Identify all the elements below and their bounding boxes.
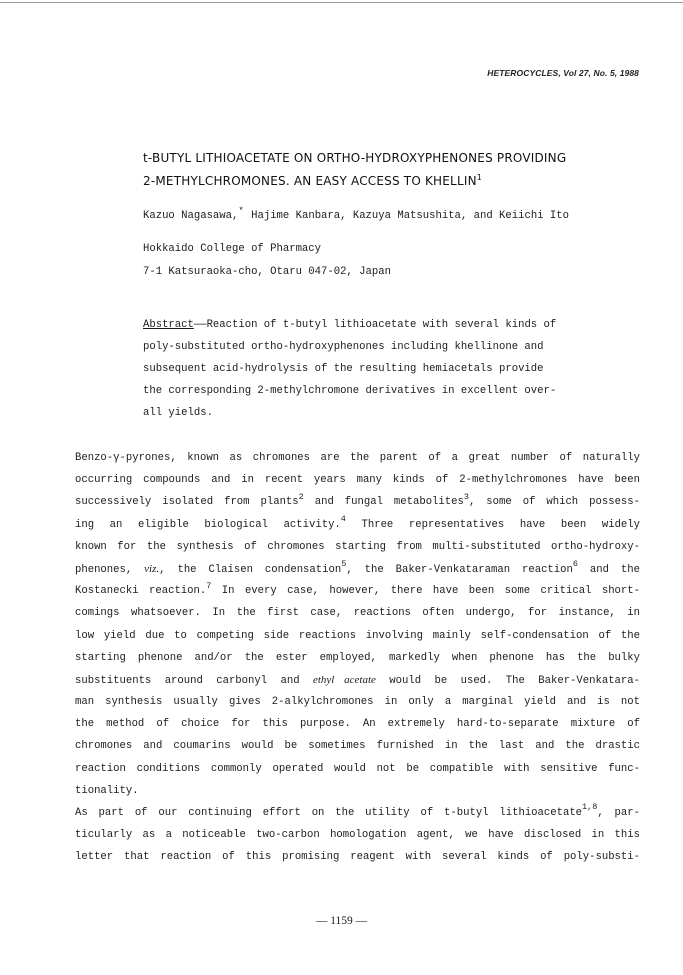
journal-citation: HETEROCYCLES, Vol 27, No. 5, 1988 — [487, 68, 639, 78]
title-line-2-text: 2-METHYLCHROMONES. AN EASY ACCESS TO KHELLIN — [143, 174, 477, 188]
body-line: starting phenone and/or the ester employed, markedly when phenone has the bulky — [75, 651, 640, 664]
body-text-run: , the Baker-Venkataraman reaction — [346, 563, 573, 576]
body-line: comings whatsoever. In the first case, reactions often undergo, for instance, in — [75, 607, 640, 620]
reference-5: 5 — [341, 559, 347, 570]
body-line: letter that reaction of this promising reagent with several kinds of poly-substi- — [75, 851, 640, 864]
body-text-run: ing an eligible biological activity. — [75, 518, 341, 531]
italic-ethyl-acetate: ethyl acetate — [312, 673, 376, 686]
body-line — [75, 491, 640, 513]
body-line: man synthesis usually gives 2-alkylchromones in only a marginal yield and is not — [75, 696, 640, 709]
abstract-text: ——Reaction of t-butyl lithioacetate with several kinds of — [193, 319, 557, 331]
abstract-heading: Abstract — [143, 319, 194, 331]
body-text-run: , par- — [597, 807, 640, 819]
reference-3: 3 — [463, 491, 469, 502]
affiliation-address: 7-1 Katsuraoka-cho, Otaru 047-02, Japan — [143, 266, 391, 278]
body-text-run: would be used. The Baker-Venkatara- — [375, 674, 640, 687]
body-line: the method of choice for this purpose. An extremely hard-to-separate mixture of — [75, 718, 640, 731]
body-text-run: and fungal metabolites — [303, 496, 464, 509]
title-line-2 — [143, 168, 566, 191]
body-line — [75, 580, 640, 602]
body-line: occurring compounds and in recent years many kinds of 2-methylchromones have been — [75, 474, 640, 487]
abstract-line: subsequent acid-hydrolysis of the resulting hemiacetals provide — [143, 363, 544, 375]
body-text-run: Three representatives have been widely — [345, 518, 640, 531]
body-line — [75, 514, 640, 536]
body-text — [75, 447, 640, 869]
abstract-line: poly-substituted ortho-hydroxyphenones including khellinone and — [143, 341, 544, 353]
body-line: tionality. — [75, 784, 139, 797]
body-line: reaction conditions commonly operated would not be compatible with sensitive func- — [75, 762, 640, 775]
other-authors: Hajime Kanbara, Kazuya Matsushita, and Keiichi Ito — [244, 210, 569, 222]
body-line — [75, 669, 640, 691]
page-number: — 1159 — — [315, 915, 368, 927]
author-list — [143, 206, 569, 222]
reference-2: 2 — [298, 491, 304, 502]
first-author: Kazuo Nagasawa, — [143, 210, 239, 222]
reference-1-8: 1,8 — [582, 802, 598, 813]
reference-4: 4 — [340, 514, 346, 525]
body-text-run: successively isolated from plants — [75, 496, 299, 509]
corresponding-author-mark: * — [238, 206, 244, 216]
body-text-run: As part of our continuing effort on the utility of t-butyl lithioacetate — [75, 807, 583, 819]
body-line: Benzo-γ-pyrones, known as chromones are the parent of a great number of naturally — [75, 452, 640, 464]
abstract — [143, 314, 603, 424]
abstract-line: all yields. — [143, 407, 213, 419]
body-line: chromones and coumarins would be sometimes furnished in the last and the drastic — [75, 740, 640, 753]
body-text-run: and the — [577, 563, 640, 576]
article-title — [143, 148, 566, 191]
italic-viz: viz. — [144, 562, 160, 575]
body-text-run: phenones, — [75, 563, 145, 576]
body-text-run: substituents around carbonyl and — [75, 674, 313, 687]
affiliation-institution: Hokkaido College of Pharmacy — [143, 243, 322, 255]
title-line-1: t-BUTYL LITHIOACETATE ON ORTHO-HYDROXYPHENONES PROVIDING — [143, 151, 567, 165]
body-line: ticularly as a noticeable two-carbon homologation agent, we have disclosed in this — [75, 829, 640, 842]
body-text-run: , the Claisen condensation — [159, 563, 342, 576]
abstract-line: the corresponding 2-methylchromone derivatives in excellent over- — [143, 385, 557, 397]
body-text-run: , some of which possess- — [468, 496, 641, 509]
body-line: known for the synthesis of chromones starting from multi-substituted ortho-hydroxy- — [75, 540, 640, 553]
body-text-run: Kostanecki reaction. — [75, 585, 207, 598]
body-line — [75, 802, 640, 824]
title-reference: 1 — [476, 173, 483, 182]
body-line: low yield due to competing side reactions involving mainly self-condensation of the — [75, 629, 640, 642]
abstract-line — [143, 314, 603, 336]
body-line — [75, 558, 640, 580]
body-text-run: In every case, however, there have been some critical short- — [211, 585, 640, 598]
top-rule — [0, 2, 683, 3]
reference-7: 7 — [206, 580, 212, 591]
reference-6: 6 — [572, 559, 578, 570]
